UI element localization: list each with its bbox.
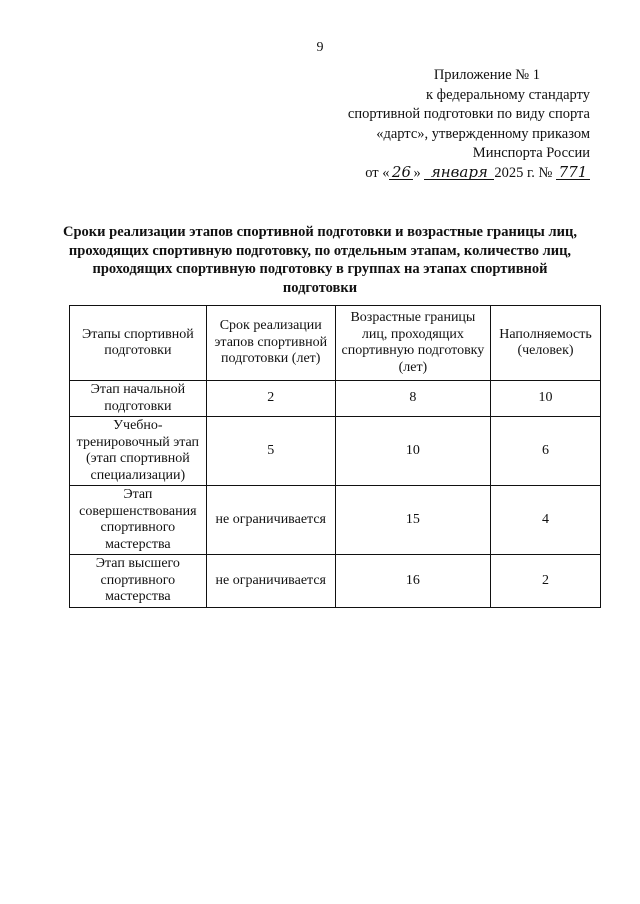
order-day-handwritten: 26 bbox=[389, 165, 413, 180]
header-stages: Этапы спортивной подготовки bbox=[70, 306, 207, 381]
cell-capacity: 2 bbox=[491, 555, 601, 608]
cell-duration: 2 bbox=[206, 381, 335, 417]
cell-stage: Этап высшего спортивного мастерства bbox=[70, 555, 207, 608]
cell-stage: Учебно-тренировочный этап (этап спортивной специализации) bbox=[70, 417, 207, 486]
appendix-header bbox=[300, 66, 590, 183]
cell-capacity: 4 bbox=[491, 486, 601, 555]
order-year: 2025 г. № bbox=[494, 164, 553, 181]
cell-age: 15 bbox=[335, 486, 490, 555]
stages-table bbox=[69, 305, 601, 608]
table-row bbox=[70, 555, 601, 608]
cell-stage: Этап совершенствования спортивного мастерства bbox=[70, 486, 207, 555]
appendix-line-standard: к федеральному стандарту bbox=[426, 86, 590, 103]
table-row bbox=[70, 381, 601, 417]
order-prefix: от « bbox=[365, 164, 390, 181]
cell-age: 16 bbox=[335, 555, 490, 608]
appendix-title: Приложение № 1 bbox=[433, 67, 540, 83]
table-header-row bbox=[70, 306, 601, 381]
header-capacity: Наполняемость (человек) bbox=[491, 306, 601, 381]
cell-age: 8 bbox=[335, 381, 490, 417]
cell-age: 10 bbox=[335, 417, 490, 486]
cell-stage: Этап начальной подготовки bbox=[70, 381, 207, 417]
order-number-handwritten: 771 bbox=[556, 165, 590, 180]
order-month-handwritten: января bbox=[424, 165, 494, 180]
cell-duration: не ограничивается bbox=[206, 486, 335, 555]
header-duration: Срок реализации этапов спортивной подготовки (лет) bbox=[206, 306, 335, 381]
page-number: 9 bbox=[316, 40, 324, 55]
table-row bbox=[70, 486, 601, 555]
table-row bbox=[70, 417, 601, 486]
order-date-line bbox=[300, 164, 590, 184]
cell-capacity: 6 bbox=[491, 417, 601, 486]
cell-duration: 5 bbox=[206, 417, 335, 486]
cell-capacity: 10 bbox=[491, 381, 601, 417]
header-age: Возрастные границы лиц, проходящих спортивную подготовку (лет) bbox=[335, 306, 490, 381]
appendix-line-order: «дартс», утвержденному приказом bbox=[376, 125, 590, 142]
appendix-line-sport: спортивной подготовки по виду спорта bbox=[347, 106, 590, 122]
cell-duration: не ограничивается bbox=[206, 555, 335, 608]
document-title: Сроки реализации этапов спортивной подготовки и возрастные границы лиц, проходящих спортивную подготовку, по отдельным этапам, количество лиц, проходящих спортивную подготовку в группах на этапах спортивной подготовки bbox=[63, 224, 577, 296]
order-mid: » bbox=[413, 164, 421, 181]
appendix-line-ministry: Минспорта России bbox=[472, 145, 590, 161]
